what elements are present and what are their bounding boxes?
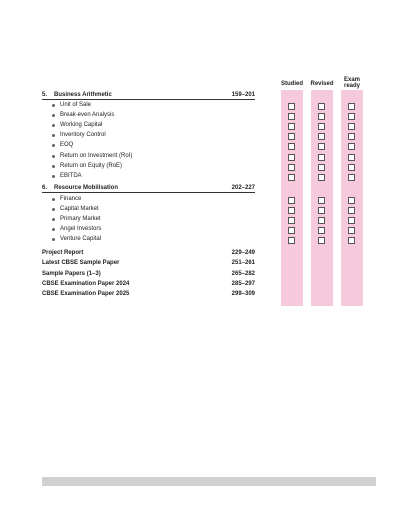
exam-ready-checkbox[interactable]	[348, 113, 355, 120]
revised-checkbox[interactable]	[318, 197, 325, 204]
bullet-icon	[52, 198, 55, 201]
item-label: Unit of Sale	[60, 102, 92, 108]
bullet-icon	[52, 144, 55, 147]
exam-ready-checkbox[interactable]	[348, 227, 355, 234]
row-pages: 299–309	[231, 291, 255, 297]
revised-checkbox[interactable]	[318, 143, 325, 150]
revised-checkbox[interactable]	[318, 164, 325, 171]
item-label: EBITDA	[60, 173, 82, 179]
section-pages: 159–201	[231, 92, 255, 98]
bullet-icon	[52, 228, 55, 231]
bullet-icon	[52, 238, 55, 241]
exam-ready-checkbox[interactable]	[348, 207, 355, 214]
row-pages: 251–261	[231, 260, 255, 266]
bullet-icon	[52, 114, 55, 117]
revised-checkbox[interactable]	[318, 154, 325, 161]
revised-checkbox[interactable]	[318, 227, 325, 234]
item-label: Inventory Control	[60, 132, 106, 138]
section-divider	[42, 192, 255, 193]
bullet-icon	[52, 134, 55, 137]
row-title: Latest CBSE Sample Paper	[42, 260, 120, 266]
studied-checkbox[interactable]	[288, 217, 295, 224]
revised-checkbox[interactable]	[318, 174, 325, 181]
exam-ready-checkbox[interactable]	[348, 164, 355, 171]
studied-checkbox[interactable]	[288, 143, 295, 150]
studied-checkbox[interactable]	[288, 174, 295, 181]
studied-checkbox[interactable]	[288, 133, 295, 140]
section-pages: 202–227	[231, 185, 255, 191]
revised-checkbox[interactable]	[318, 217, 325, 224]
revised-checkbox[interactable]	[318, 103, 325, 110]
studied-checkbox[interactable]	[288, 154, 295, 161]
exam-ready-checkbox[interactable]	[348, 217, 355, 224]
section-title: Business Arithmetic	[54, 92, 112, 98]
item-label: Return on Investment (RoI)	[60, 153, 133, 159]
header-studied: Studied	[281, 81, 303, 87]
header-exam-ready-text: Exam ready	[343, 77, 360, 89]
exam-ready-checkbox[interactable]	[348, 174, 355, 181]
section-number: 6.	[42, 185, 48, 191]
bullet-icon	[52, 208, 55, 211]
section-divider	[42, 99, 255, 100]
studied-checkbox[interactable]	[288, 197, 295, 204]
item-label: Venture Capital	[60, 236, 102, 242]
exam-ready-checkbox[interactable]	[348, 197, 355, 204]
studied-checkbox[interactable]	[288, 103, 295, 110]
row-title: Sample Papers (1–3)	[42, 271, 101, 277]
item-label: Return on Equity (RoE)	[60, 163, 123, 169]
item-label: Angel Investors	[60, 226, 102, 232]
section-number: 5.	[42, 92, 48, 98]
exam-ready-checkbox[interactable]	[348, 237, 355, 244]
bullet-icon	[52, 155, 55, 158]
item-label: Finance	[60, 196, 82, 202]
studied-checkbox[interactable]	[288, 164, 295, 171]
header-revised: Revised	[310, 81, 334, 87]
exam-ready-checkbox[interactable]	[348, 154, 355, 161]
row-pages: 229–249	[231, 250, 255, 256]
exam-ready-checkbox[interactable]	[348, 143, 355, 150]
item-label: Capital Market	[60, 206, 99, 212]
exam-ready-checkbox[interactable]	[348, 103, 355, 110]
bullet-icon	[52, 104, 55, 107]
item-label: Primary Market	[60, 216, 101, 222]
row-title: Project Report	[42, 250, 84, 256]
item-label: Break-even Analysis	[60, 112, 115, 118]
bullet-icon	[52, 165, 55, 168]
row-pages: 265–282	[231, 271, 255, 277]
revised-checkbox[interactable]	[318, 123, 325, 130]
exam-ready-checkbox[interactable]	[348, 123, 355, 130]
revised-checkbox[interactable]	[318, 133, 325, 140]
header-exam-ready	[336, 77, 368, 89]
bullet-icon	[52, 124, 55, 127]
revised-checkbox[interactable]	[318, 113, 325, 120]
footer-bar	[42, 477, 376, 486]
revised-checkbox[interactable]	[318, 237, 325, 244]
studied-checkbox[interactable]	[288, 207, 295, 214]
bullet-icon	[52, 218, 55, 221]
bullet-icon	[52, 175, 55, 178]
exam-ready-checkbox[interactable]	[348, 133, 355, 140]
row-pages: 285–297	[231, 281, 255, 287]
row-title: CBSE Examination Paper 2025	[42, 291, 130, 297]
studied-checkbox[interactable]	[288, 227, 295, 234]
item-label: EOQ	[60, 142, 74, 148]
studied-checkbox[interactable]	[288, 113, 295, 120]
row-title: CBSE Examination Paper 2024	[42, 281, 130, 287]
section-title: Resource Mobilisation	[54, 185, 119, 191]
revised-checkbox[interactable]	[318, 207, 325, 214]
studied-checkbox[interactable]	[288, 123, 295, 130]
studied-checkbox[interactable]	[288, 237, 295, 244]
item-label: Working Capital	[60, 122, 103, 128]
